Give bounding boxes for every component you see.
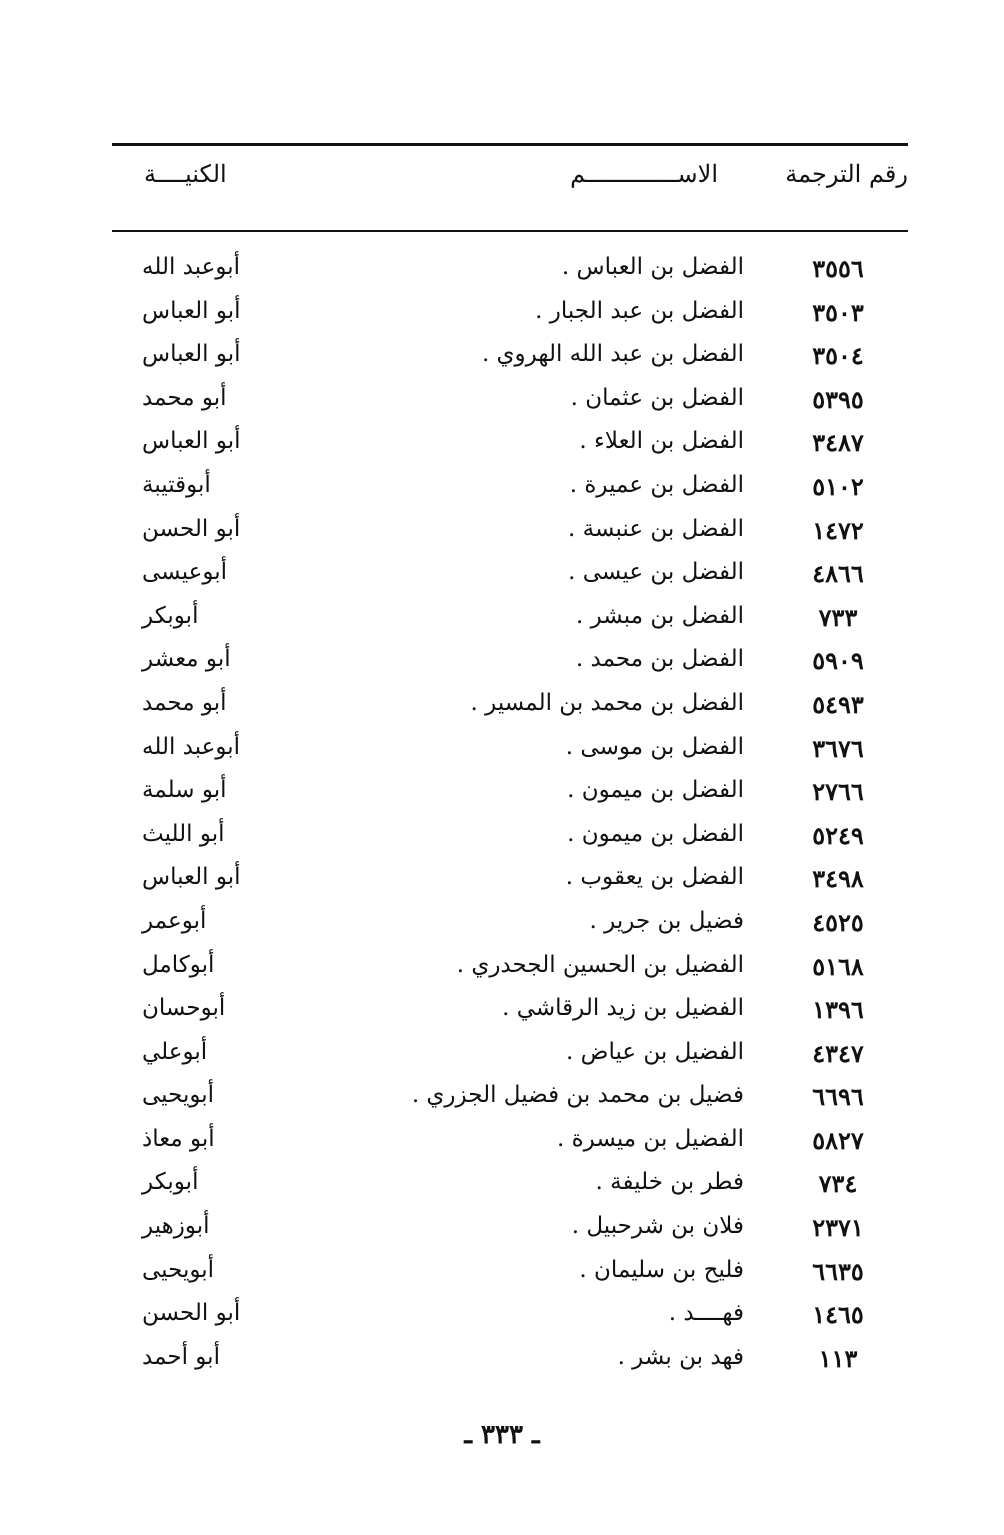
person-kunya: أبوبكر xyxy=(142,602,199,629)
person-name: الفضيل بن عياض . xyxy=(566,1038,744,1065)
person-name: الفضل بن مبشر . xyxy=(575,602,744,629)
person-kunya: أبو معشر xyxy=(142,646,231,673)
index-table xyxy=(112,248,908,1381)
table-row xyxy=(112,1207,908,1251)
table-row xyxy=(112,510,908,554)
person-name: الفضل بن عميرة . xyxy=(569,471,744,498)
table-row xyxy=(112,1033,908,1077)
table-row xyxy=(112,858,908,902)
person-kunya: أبو معاذ xyxy=(142,1125,215,1152)
person-kunya: أبوعبد الله xyxy=(142,254,241,280)
person-kunya: أبو أحمد xyxy=(142,1343,220,1370)
biography-number: ٦٦٩٦ xyxy=(812,1082,864,1112)
table-row xyxy=(112,728,908,772)
page-number: ـ ٣٣٣ ـ xyxy=(464,1420,540,1450)
person-name: فهد بن بشر . xyxy=(617,1343,744,1370)
biography-number: ١٣٩٦ xyxy=(812,995,864,1025)
person-name: الفضل بن محمد . xyxy=(575,646,744,673)
table-row xyxy=(112,1251,908,1295)
biography-number: ٥٣٩٥ xyxy=(812,384,864,414)
biography-number: ٤٣٤٧ xyxy=(812,1038,864,1068)
table-row xyxy=(112,946,908,990)
header-name-label: الاســـــــــــــم xyxy=(570,160,718,188)
table-row xyxy=(112,989,908,1033)
person-name: الفضل بن ميمون . xyxy=(567,820,744,847)
biography-number: ٥٢٤٩ xyxy=(812,820,864,850)
table-row xyxy=(112,1338,908,1382)
biography-number: ٤٨٦٦ xyxy=(812,559,864,589)
table-row xyxy=(112,248,908,292)
person-kunya: أبويحيى xyxy=(142,1256,215,1283)
person-kunya: أبوعمر xyxy=(142,907,207,934)
person-kunya: أبوعلي xyxy=(142,1038,208,1065)
table-row xyxy=(112,335,908,379)
biography-number: ٣٤٨٧ xyxy=(812,428,864,458)
person-kunya: أبوبكر xyxy=(142,1169,199,1196)
person-name: الفضيل بن ميسرة . xyxy=(556,1125,744,1152)
person-name: فليح بن سليمان . xyxy=(579,1256,744,1283)
person-kunya: أبوزهير xyxy=(142,1213,210,1240)
person-kunya: أبوعيسى xyxy=(142,559,228,586)
table-row xyxy=(112,1076,908,1120)
table-row xyxy=(112,597,908,641)
table-row xyxy=(112,684,908,728)
biography-number: ١١٣ xyxy=(818,1343,858,1373)
table-row xyxy=(112,1294,908,1338)
person-kunya: أبو الليث xyxy=(142,820,225,847)
person-kunya: أبو العباس xyxy=(142,428,241,455)
biography-number: ٥٩٠٩ xyxy=(812,646,864,676)
biography-number: ٥٨٢٧ xyxy=(812,1125,864,1155)
person-kunya: أبو محمد xyxy=(142,384,227,411)
top-rule xyxy=(112,143,908,146)
table-row xyxy=(112,640,908,684)
person-name: فلان بن شرحبيل . xyxy=(571,1213,744,1240)
person-name: فطر بن خليفة . xyxy=(595,1169,744,1196)
biography-number: ٢٧٦٦ xyxy=(812,777,864,807)
person-kunya: أبوعبد الله xyxy=(142,733,241,760)
biography-number: ٧٣٤ xyxy=(818,1169,858,1199)
biography-number: ١٤٦٥ xyxy=(812,1300,864,1330)
person-kunya: أبو الحسن xyxy=(142,1300,241,1327)
header-number-label: رقم الترجمة xyxy=(785,160,908,188)
person-name: الفضل بن العلاء . xyxy=(579,428,744,455)
person-name: الفضل بن يعقوب . xyxy=(565,864,744,891)
person-name: الفضل بن موسى . xyxy=(565,733,744,760)
person-name: فهــــد . xyxy=(668,1300,744,1327)
biography-number: ٦٦٣٥ xyxy=(812,1256,864,1286)
biography-number: ٥١٠٢ xyxy=(812,471,864,501)
biography-number: ٣٤٩٨ xyxy=(812,864,864,894)
biography-number: ٧٣٣ xyxy=(818,602,858,632)
person-name: الفضل بن عيسى . xyxy=(568,559,744,586)
biography-number: ٥٤٩٣ xyxy=(812,689,864,719)
header-kunya-label: الكنيــــة xyxy=(144,160,227,188)
person-name: الفضل بن العباس . xyxy=(561,254,744,280)
person-kunya: أبو العباس xyxy=(142,297,241,324)
person-name: الفضيل بن زيد الرقاشي . xyxy=(502,995,744,1022)
person-kunya: أبو محمد xyxy=(142,689,227,716)
person-name: الفضل بن عنبسة . xyxy=(567,515,744,542)
person-kunya: أبويحيى xyxy=(142,1082,215,1109)
table-row xyxy=(112,1120,908,1164)
table-row xyxy=(112,902,908,946)
table-row xyxy=(112,466,908,510)
biography-number: ٤٥٢٥ xyxy=(812,907,864,937)
biography-number: ٣٥٠٤ xyxy=(812,341,864,371)
person-name: الفضل بن عثمان . xyxy=(570,384,744,411)
person-kunya: أبو العباس xyxy=(142,864,241,891)
table-row xyxy=(112,422,908,466)
person-name: الفضل بن عبد الجبار . xyxy=(535,297,744,324)
biography-number: ١٤٧٢ xyxy=(812,515,864,545)
person-kunya: أبوقتيبة xyxy=(142,471,211,498)
person-name: فضيل بن جرير . xyxy=(589,907,744,934)
person-kunya: أبو العباس xyxy=(142,341,241,368)
person-name: الفضل بن عبد الله الهروي . xyxy=(481,341,744,368)
table-header xyxy=(112,160,908,204)
person-name: الفضل بن ميمون . xyxy=(567,777,744,804)
person-kunya: أبوحسان xyxy=(142,995,226,1022)
person-name: فضيل بن محمد بن فضيل الجزري . xyxy=(411,1082,744,1109)
person-kunya: أبو الحسن xyxy=(142,515,241,542)
person-kunya: أبوكامل xyxy=(142,951,215,978)
table-row xyxy=(112,379,908,423)
person-name: الفضل بن محمد بن المسير . xyxy=(470,689,744,716)
biography-number: ٥١٦٨ xyxy=(812,951,864,981)
person-name: الفضيل بن الحسين الجحدري . xyxy=(456,951,744,978)
table-row xyxy=(112,1163,908,1207)
table-row xyxy=(112,771,908,815)
table-row xyxy=(112,292,908,336)
table-row xyxy=(112,553,908,597)
biography-number: ٣٥٥٦ xyxy=(812,254,864,283)
person-kunya: أبو سلمة xyxy=(142,777,227,804)
header-rule xyxy=(112,230,908,232)
table-row xyxy=(112,815,908,859)
biography-number: ٣٥٠٣ xyxy=(812,297,864,327)
biography-number: ٣٦٧٦ xyxy=(812,733,864,763)
biography-number: ٢٣٧١ xyxy=(812,1213,864,1243)
